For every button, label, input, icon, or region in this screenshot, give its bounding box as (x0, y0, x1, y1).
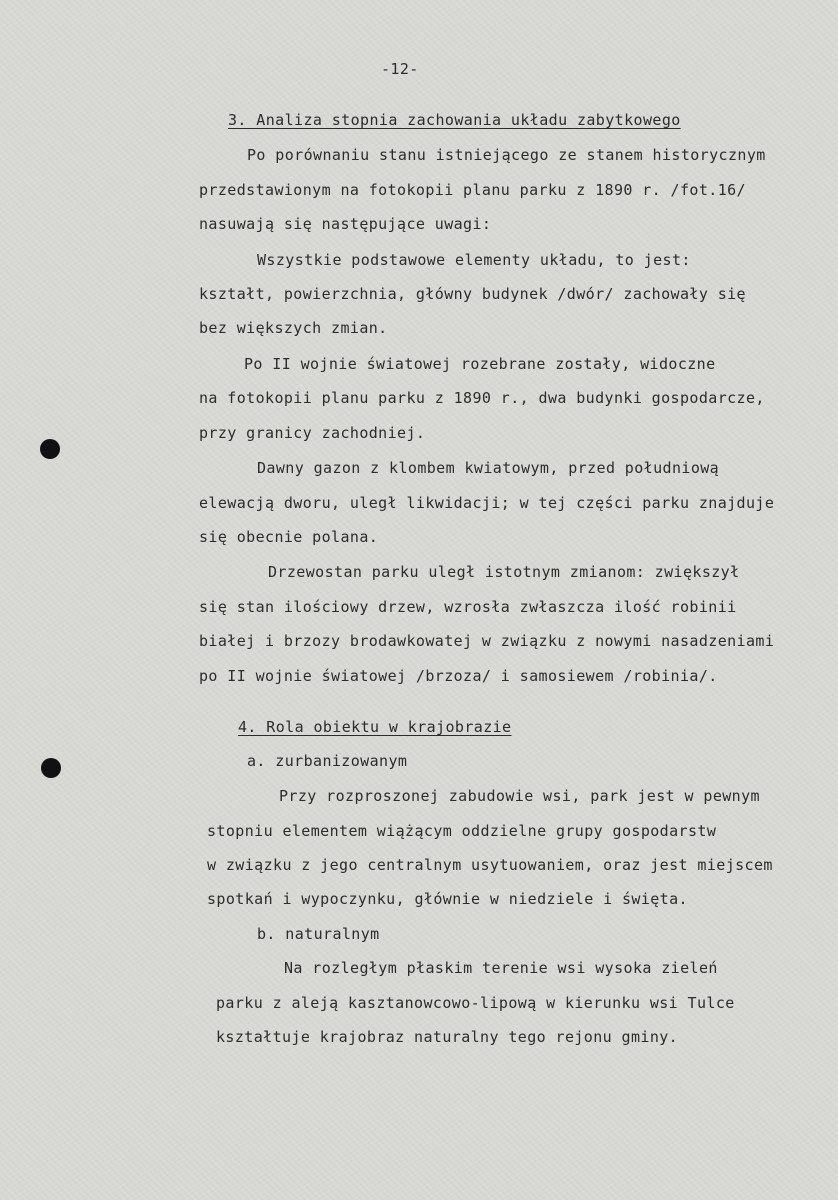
subsection-b-heading: b. naturalnym (257, 925, 380, 943)
paragraph-line: bez większych zmian. (199, 319, 388, 337)
paragraph-line: na fotokopii planu parku z 1890 r., dwa budynki gospodarcze, (199, 389, 765, 407)
paragraph-line: parku z aleją kasztanowcowo-lipową w kierunku wsi Tulce (216, 994, 735, 1012)
paragraph-line: po II wojnie światowej /brzoza/ i samosiewem /robinia/. (199, 667, 718, 685)
paragraph-line: Na rozległym płaskim terenie wsi wysoka zieleń (284, 959, 718, 977)
paragraph-line: Po II wojnie światowej rozebrane zostały, widoczne (244, 355, 716, 373)
punch-hole-bottom (41, 758, 61, 778)
paragraph-line: kształtuje krajobraz naturalny tego rejonu gminy. (216, 1028, 679, 1046)
paragraph-line: kształt, powierzchnia, główny budynek /dwór/ zachowały się (199, 285, 746, 303)
section-3-heading: 3. Analiza stopnia zachowania układu zabytkowego (228, 111, 681, 129)
paragraph-line: białej i brzozy brodawkowatej w związku z nowymi nasadzeniami (199, 632, 775, 650)
paragraph-line: się stan ilościowy drzew, wzrosła zwłaszcza ilość robinii (199, 598, 737, 616)
punch-hole-top (40, 439, 60, 459)
paragraph-line: Drzewostan parku uległ istotnym zmianom: zwiększył (268, 563, 740, 581)
paragraph-line: się obecnie polana. (199, 528, 379, 546)
page-number: -12- (381, 60, 419, 78)
paragraph-line: przy granicy zachodniej. (199, 424, 426, 442)
paragraph-line: Przy rozproszonej zabudowie wsi, park jest w pewnym (279, 787, 760, 805)
paragraph-line: elewacją dworu, uległ likwidacji; w tej części parku znajduje (199, 494, 775, 512)
paragraph-line: stopniu elementem wiążącym oddzielne grupy gospodarstw (207, 822, 717, 840)
section-4-heading: 4. Rola obiektu w krajobrazie (238, 718, 512, 736)
paragraph-line: nasuwają się następujące uwagi: (199, 215, 492, 233)
paragraph-line: Po porównaniu stanu istniejącego ze stanem historycznym (247, 146, 766, 164)
paragraph-line: Wszystkie podstawowe elementy układu, to jest: (257, 251, 691, 269)
paragraph-line: Dawny gazon z klombem kwiatowym, przed południową (257, 459, 720, 477)
subsection-a-heading: a. zurbanizowanym (247, 752, 408, 770)
paragraph-line: spotkań i wypoczynku, głównie w niedziele i święta. (207, 890, 688, 908)
paragraph-line: przedstawionym na fotokopii planu parku z 1890 r. /fot.16/ (199, 181, 746, 199)
paragraph-line: w związku z jego centralnym usytuowaniem, oraz jest miejscem (207, 856, 773, 874)
